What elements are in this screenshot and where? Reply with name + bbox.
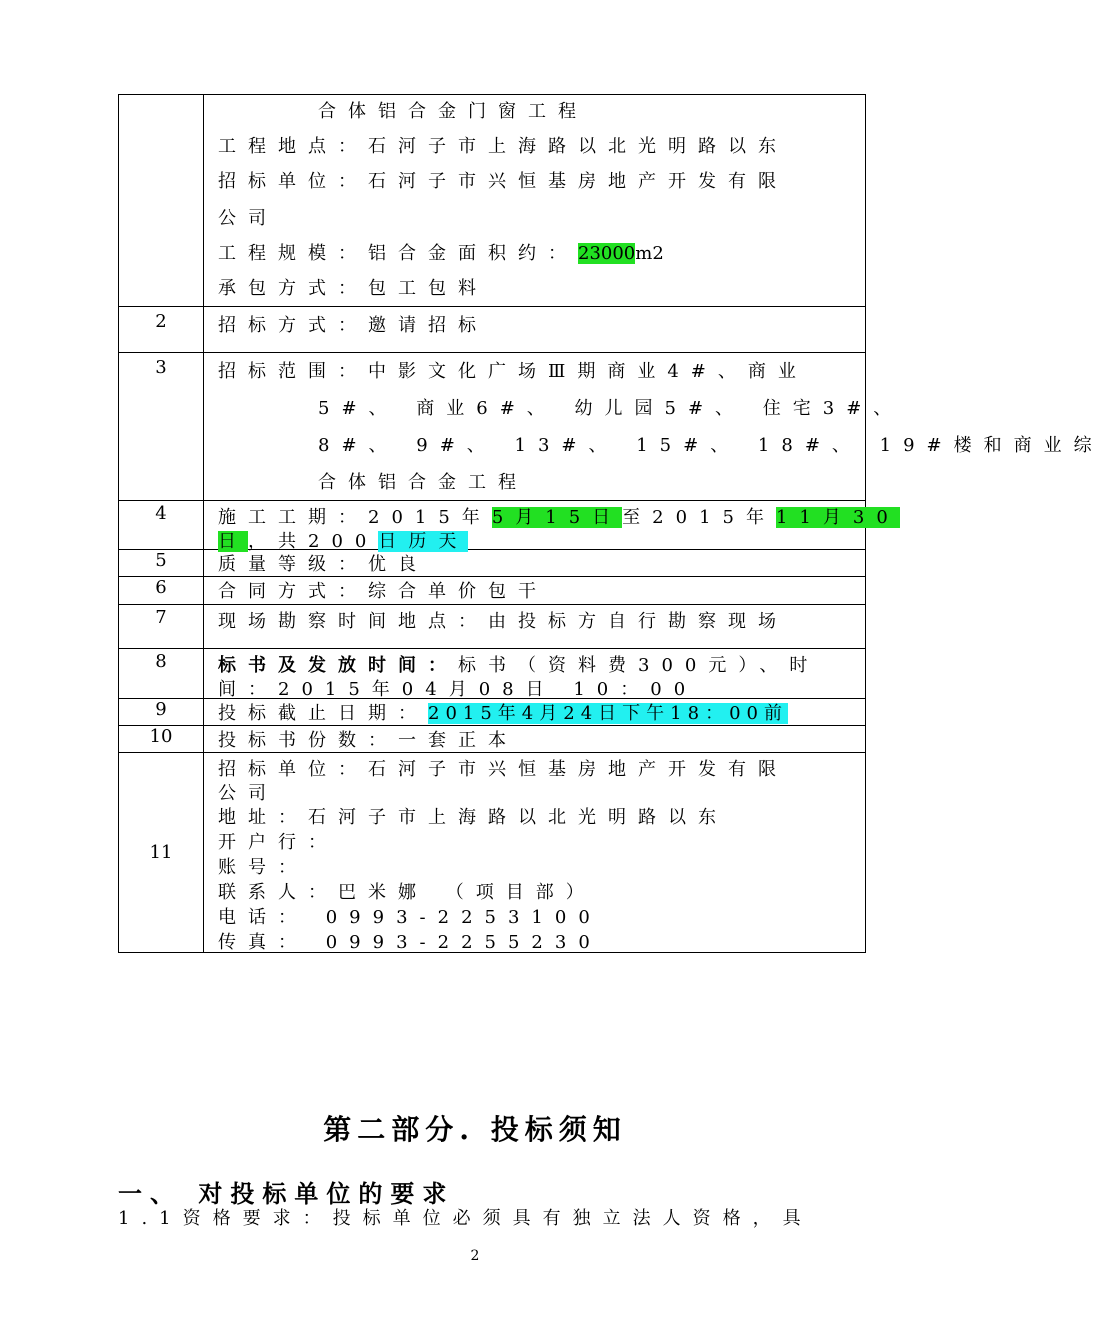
table-row bbox=[119, 353, 866, 501]
row-number-cell: 8 bbox=[119, 649, 204, 699]
row-number-cell: 10 bbox=[119, 726, 204, 753]
body-text: 1.1资格要求：投标单位必须具有独立法人资格，具 bbox=[118, 1208, 813, 1229]
row-number-cell bbox=[119, 95, 204, 307]
row-content-cell bbox=[204, 753, 866, 953]
bid-document-line: 标书及发放时间：标书（资料费300元）、时 bbox=[218, 655, 820, 676]
row-number-cell: 4 bbox=[119, 501, 204, 550]
construction-period-line: 施工工期：2015年5月15日至2015年11月30 bbox=[218, 507, 900, 528]
row-content-cell bbox=[204, 605, 866, 649]
row-content-cell bbox=[204, 649, 866, 699]
contract-mode-line: 承包方式：包工包料 bbox=[218, 278, 488, 299]
area-highlight: 23000 bbox=[578, 243, 636, 264]
table-row bbox=[119, 95, 866, 307]
tender-scope-line: 8#、 9#、 13#、 15#、 18#、 19#楼和商业综 bbox=[318, 435, 1104, 456]
construction-period-line-cont: 日，共200日历天 bbox=[218, 531, 469, 552]
tender-info-table bbox=[118, 94, 1104, 953]
row-content-cell bbox=[204, 501, 900, 552]
contract-type-line: 合同方式：综合单价包干 bbox=[218, 581, 548, 602]
table-row bbox=[119, 649, 866, 699]
table-row bbox=[119, 699, 866, 726]
table-row bbox=[119, 501, 866, 550]
contact-bank-line: 开户行： bbox=[218, 832, 338, 853]
section-title: 第二部分. 投标须知 bbox=[323, 1113, 627, 1146]
bid-copies-line: 投标书份数：一套正本 bbox=[218, 730, 518, 751]
end-date-highlight: 11月30 bbox=[775, 507, 900, 528]
project-location-line: 工程地点：石河子市上海路以北光明路以东 bbox=[218, 136, 788, 157]
row-content-cell bbox=[204, 550, 866, 577]
row-number-cell: 7 bbox=[119, 605, 204, 649]
end-date-highlight: 日 bbox=[218, 531, 248, 552]
row-number-cell: 11 bbox=[119, 753, 204, 953]
start-date-highlight: 5月15日 bbox=[491, 507, 623, 528]
project-scale-line: 工程规模：铝合金面积约：23000m2 bbox=[218, 243, 664, 264]
quality-grade-line: 质量等级：优良 bbox=[218, 554, 428, 575]
table-row bbox=[119, 307, 866, 353]
tender-method-line: 招标方式：邀请招标 bbox=[218, 315, 488, 336]
row-number-cell: 3 bbox=[119, 353, 204, 501]
row-number-cell: 9 bbox=[119, 699, 204, 726]
row-number-cell: 5 bbox=[119, 550, 204, 577]
row-content-cell bbox=[204, 699, 866, 726]
tender-scope-line: 5#、 商业6#、 幼儿园5#、 住宅3#、 bbox=[318, 398, 904, 419]
deadline-highlight: 2015年4月24日下午18：00前 bbox=[428, 703, 788, 724]
tenderer-line-cont: 公司 bbox=[218, 208, 278, 229]
row-number-cell: 2 bbox=[119, 307, 204, 353]
table-row bbox=[119, 550, 866, 577]
contact-account-line: 账号： bbox=[218, 857, 308, 878]
table-row bbox=[119, 577, 866, 605]
table-row bbox=[119, 726, 866, 753]
tender-scope-line: 合体铝合金工程 bbox=[318, 472, 528, 493]
contact-phone-line: 电话： 0993-2253100 bbox=[218, 907, 602, 928]
contact-fax-line: 传真： 0993-2255230 bbox=[218, 932, 602, 953]
subsection-title: 一、 对投标单位的要求 bbox=[118, 1179, 455, 1208]
row-content-cell bbox=[204, 307, 866, 353]
site-survey-line: 现场勘察时间地点：由投标方自行勘察现场 bbox=[218, 611, 788, 632]
tender-scope-line: 招标范围：中影文化广场Ⅲ期商业4#、商业 bbox=[218, 361, 808, 382]
row-content-cell bbox=[204, 726, 866, 753]
table-row bbox=[119, 605, 866, 649]
bid-deadline-line: 投标截止日期：2015年4月24日下午18：00前 bbox=[218, 703, 788, 724]
row-number-cell: 6 bbox=[119, 577, 204, 605]
contact-address-line: 地址：石河子市上海路以北光明路以东 bbox=[218, 807, 728, 828]
row-content-cell bbox=[204, 95, 866, 307]
tenderer-line: 招标单位：石河子市兴恒基房地产开发有限 bbox=[218, 171, 788, 192]
bid-document-line-cont: 间：2015年04月08日 10：00 bbox=[218, 679, 698, 700]
project-name-line: 合体铝合金门窗工程 bbox=[318, 101, 588, 122]
calendar-days-highlight: 日历天 bbox=[378, 531, 469, 552]
table-row bbox=[119, 753, 866, 953]
page-number: 2 bbox=[470, 1248, 480, 1264]
row-content-cell bbox=[204, 353, 1104, 501]
contact-company-line: 招标单位：石河子市兴恒基房地产开发有限 bbox=[218, 759, 788, 780]
row-content-cell bbox=[204, 577, 866, 605]
contact-company-line-cont: 公司 bbox=[218, 783, 278, 804]
contact-person-line: 联系人：巴米娜 （项目部） bbox=[218, 882, 596, 903]
